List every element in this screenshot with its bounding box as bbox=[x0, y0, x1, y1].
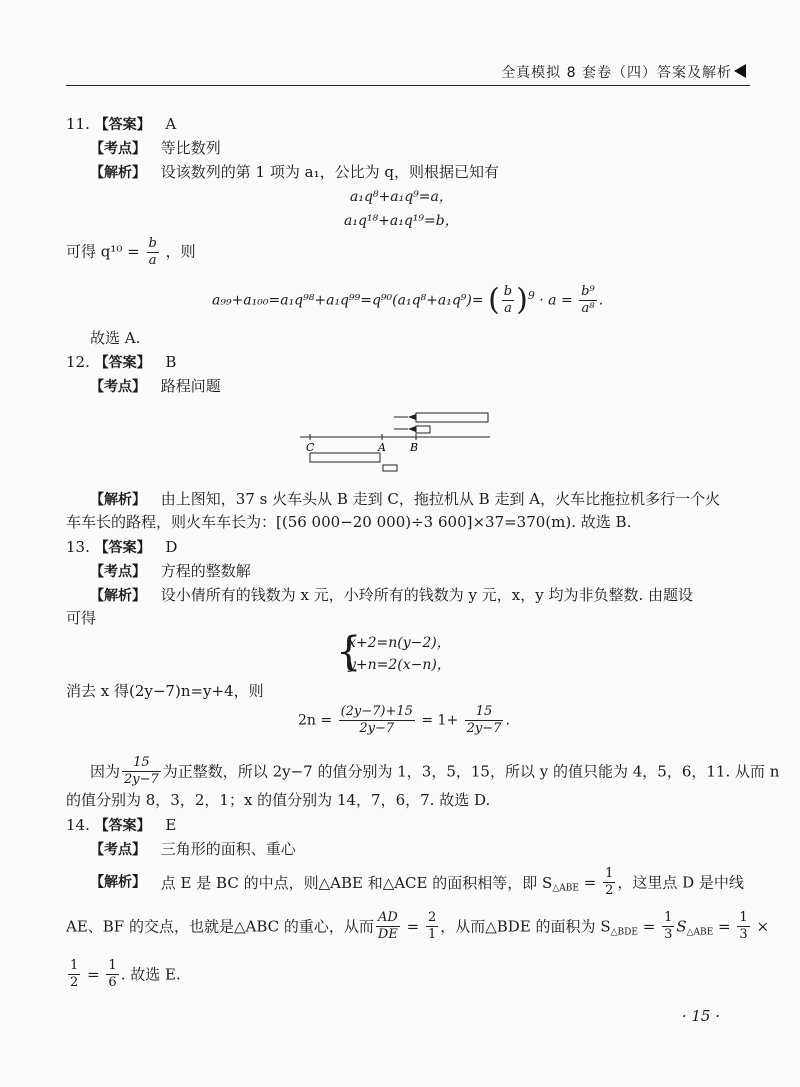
train-before bbox=[416, 413, 488, 422]
q13-equation: 2n = $\frac{(2y-7)+15}{2y-7}$ = 1+ $\frac{15}{2y-7}$ . bbox=[298, 704, 510, 736]
q13-paragraph-line1: 因为 $\frac{15}{2y-7}$ 为正整数，所以 2y−7 的值分别为 1，3，5，15，所以 y 的值只能为 4，5，6，11. 从而 n bbox=[90, 755, 780, 787]
q12-analysis-row: 【解析】 由上图知，37 s 火车头从 B 走到 C，拖拉机从 B 走到 A，火车比拖拉机多行一个火 bbox=[90, 490, 721, 508]
q11-equation-2: a₁q¹⁸+a₁q¹⁹=b， bbox=[344, 213, 459, 229]
q14-analysis-line2: AE、BF 的交点，也就是△ABC 的重心，从而 $\frac{AD}{DE}$ = $\frac{2}{1}$ ，从而△BDE 的面积为 $S_{\triangle BDE}$ = $\frac{1}{3}$ $S_{\triangle ABE}$ = $\frac{1}{3}$ × bbox=[66, 910, 770, 942]
q11-number: 11. bbox=[66, 115, 90, 133]
q13-point: 方程的整数解 bbox=[160, 562, 251, 580]
q14-point: 三角形的面积、重心 bbox=[160, 840, 296, 858]
q12-answer-row: 12. 【答案】 B bbox=[66, 353, 177, 371]
tractor-arrow-icon bbox=[408, 426, 416, 432]
q13-elimination: 消去 x 得(2y−7)n=y+4，则 bbox=[66, 682, 264, 700]
train-after bbox=[310, 453, 380, 462]
header-triangle-icon bbox=[734, 64, 746, 78]
tractor-before bbox=[416, 426, 430, 433]
train-tractor-diagram bbox=[290, 405, 510, 485]
q11-derive-prefix: 可得 q¹⁰ = bbox=[66, 242, 140, 261]
train-arrow-icon bbox=[408, 414, 416, 420]
q13-analysis-line1: 设小倩所有的钱数为 x 元，小玲所有的钱数为 y 元，x，y 均为非负整数. 由题设 bbox=[160, 586, 694, 604]
q11-derive-row bbox=[66, 236, 196, 269]
point-b-label: B bbox=[410, 441, 419, 454]
header-rule bbox=[66, 85, 750, 86]
point-a-label: A bbox=[378, 441, 386, 454]
q13-analysis-row: 【解析】 设小倩所有的钱数为 x 元，小玲所有的钱数为 y 元，x，y 均为非负整数. 由题设 bbox=[90, 586, 694, 604]
q11-answer-row bbox=[66, 114, 176, 135]
q14-analysis-line3: $\frac{1}{2}$ = $\frac{1}{6}$ . 故选 E. bbox=[70, 958, 181, 990]
q13-system-eq1: x+2=n(y−2)， bbox=[348, 635, 451, 651]
q11-point: 等比数列 bbox=[160, 139, 221, 157]
point-c-label: C bbox=[306, 441, 315, 454]
q12-analysis-line2: 车车长的路程，则火车车长为：[(56 000−20 000)÷3 600]×37=370(m). 故选 B. bbox=[66, 513, 632, 531]
q12-point: 路程问题 bbox=[160, 377, 221, 395]
running-header: 全真模拟 8 套卷（四）答案及解析 bbox=[501, 65, 732, 81]
q11-conclusion: 故选 A. bbox=[90, 329, 141, 347]
q13-answer-row: 13. 【答案】 D bbox=[66, 538, 178, 556]
point-tag: 【考点】 bbox=[90, 141, 146, 157]
page-number: · 15 · bbox=[681, 1007, 720, 1025]
q13-point-row: 【考点】 方程的整数解 bbox=[90, 562, 251, 580]
q13-answer: D bbox=[165, 538, 178, 556]
q11-analysis-row bbox=[90, 162, 499, 183]
answer-tag: 【答案】 bbox=[94, 117, 151, 133]
q11-derive-suffix: ，则 bbox=[165, 242, 196, 261]
q11-point-row bbox=[90, 138, 221, 159]
q14-answer: E bbox=[165, 816, 177, 834]
q11-answer: A bbox=[165, 115, 177, 133]
tractor-after bbox=[383, 465, 397, 471]
analysis-tag: 【解析】 bbox=[90, 165, 146, 181]
q12-answer: B bbox=[165, 353, 177, 371]
q11-equation-3: a₉₉+a₁₀₀=a₁q⁹⁸+a₁q⁹⁹=q⁹⁰(a₁q⁸+a₁q⁹)= ( $\frac{b}{a}$ )$^9$ · a = $\frac{\text{b⁹}}{\text{a⁸}}$ . bbox=[212, 282, 604, 318]
q12-point-row: 【考点】 路程问题 bbox=[90, 377, 221, 395]
q11-equation-1: a₁q⁸+a₁q⁹=a， bbox=[350, 189, 453, 205]
q14-answer-row: 14. 【答案】 E bbox=[66, 816, 177, 834]
q13-paragraph-line2: 的值分别为 8，3，2，1；x 的值分别为 14，7，6，7. 故选 D. bbox=[66, 791, 491, 809]
q14-analysis-line1: 【解析】 点 E 是 BC 的中点，则△ABE 和△ACE 的面积相等，即 $S_{\triangle ABE}$ = $\frac{1}{2}$ ，这里点 D 是中线 bbox=[90, 866, 744, 898]
q11-derive-fraction: $\frac{b}{a}$ bbox=[148, 236, 157, 268]
q11-analysis-intro: 设该数列的第 1 项为 a₁，公比为 q，则根据已知有 bbox=[160, 163, 499, 181]
q13-analysis-line2: 可得 bbox=[66, 609, 97, 627]
q12-analysis-line1: 由上图知，37 s 火车头从 B 走到 C，拖拉机从 B 走到 A，火车比拖拉机多行一个火 bbox=[160, 490, 721, 508]
q13-system-eq2: y+n=2(x−n)， bbox=[348, 657, 451, 673]
q14-point-row: 【考点】 三角形的面积、重心 bbox=[90, 840, 296, 858]
